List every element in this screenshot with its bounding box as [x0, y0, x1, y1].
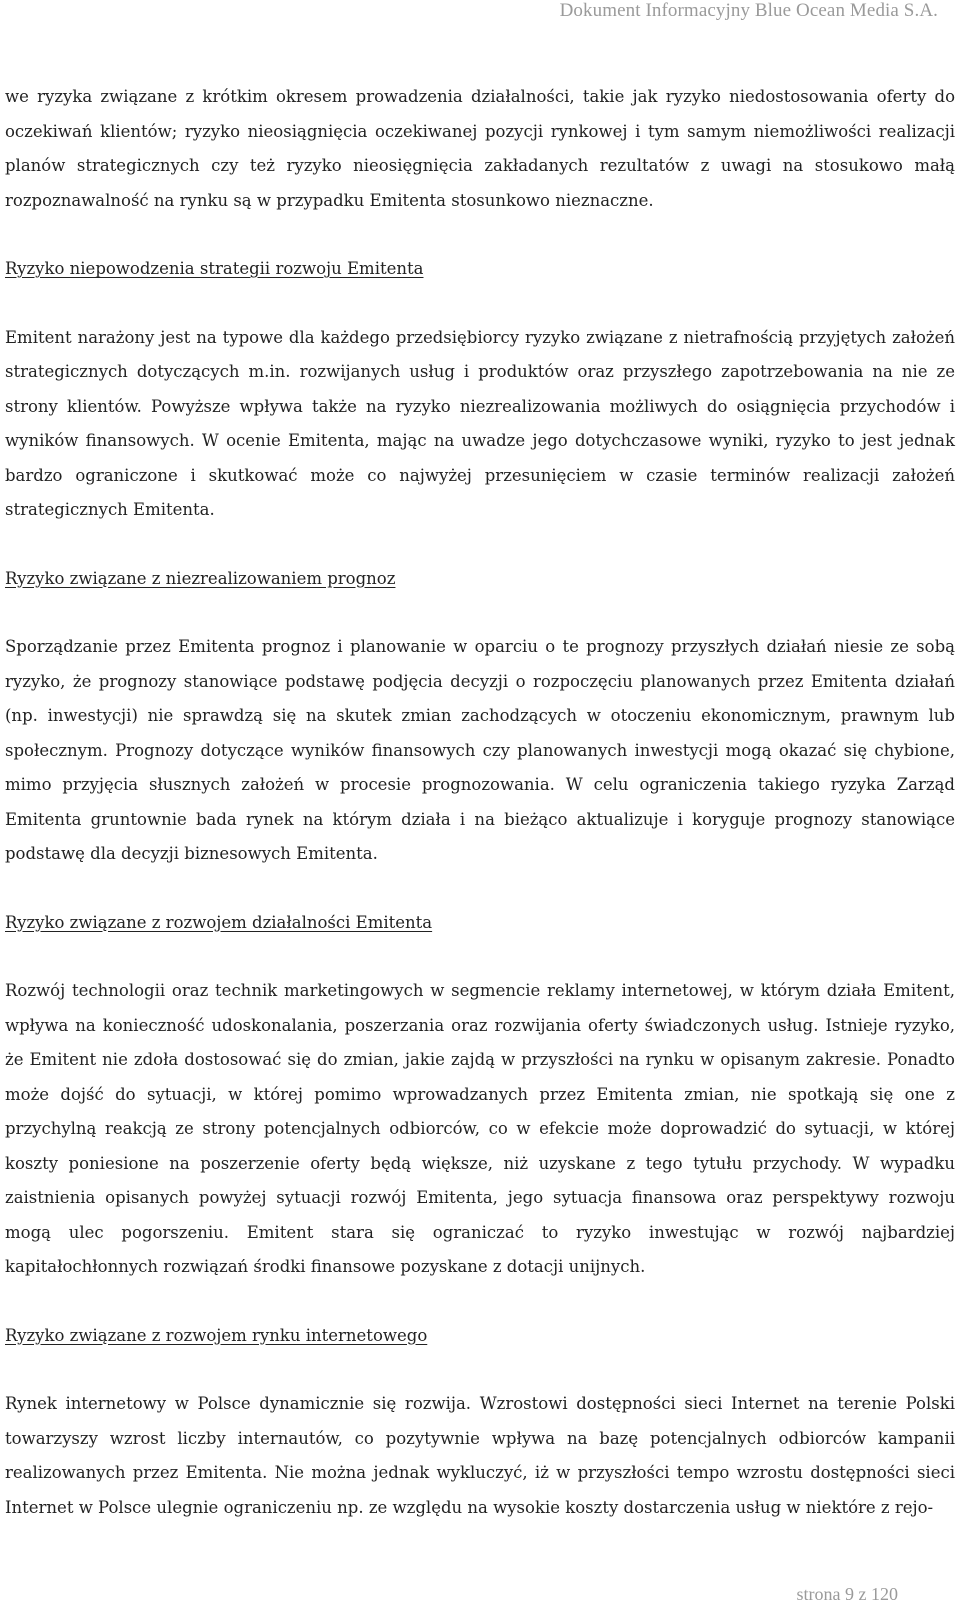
- paragraph-internet-market: Rynek internetowy w Polsce dynamicznie się rozwija. Wzrostowi dostępności sieci Internet na terenie Polski towarzyszy wzrost liczby internautów, co pozytywnie wpływa na bazę potencjalnych odbiorców kampanii realizowanych przez Emitenta. Nie można jednak wykluczyć, iż w przyszłości tempo wzrostu dostępności sieci Internet w Polsce ulegnie ograniczeniu np. ze względu na wysokie koszty dostarczenia usług w niektóre z rejo-: [5, 1394, 955, 1517]
- paragraph-intro: we ryzyka związane z krótkim okresem prowadzenia działalności, takie jak ryzyko niedostosowania oferty do oczekiwań klientów; ryzyko nieosiągnięcia oczekiwanej pozycji rynkowej i tym samym niemożliwości realizacji planów strategicznych czy też ryzyko nieosięgnięcia zakładanych rezultatów z uwagi na stosukowo małą rozpoznawalność na rynku są w przypadku Emitenta stosunkowo nieznaczne.: [5, 87, 955, 210]
- page-number: strona 9 z 120: [796, 1584, 898, 1604]
- running-header: Dokument Informacyjny Blue Ocean Media S.A.: [559, 0, 938, 21]
- paragraph-forecasts: Sporządzanie przez Emitenta prognoz i planowanie w oparciu o te prognozy przyszłych działań niesie ze sobą ryzyko, że prognozy stanowiące podstawę podjęcia decyzji o rozpoczęciu planowanych przez Emitenta działań (np. inwestycji) nie sprawdzą się na skutek zmian zachodzących w otoczeniu ekonomicznym, prawnym lub społecznym. Prognozy dotyczące wyników finansowych czy planowanych inwestycji mogą okazać się chybione, mimo przyjęcia słusznych założeń w procesie prognozowania. W celu ograniczenia takiego ryzyka Zarząd Emitenta gruntownie bada rynek na którym działa i na bieżąco aktualizuje i koryguje prognozy stanowiące podstawę dla decyzji biznesowych Emitenta.: [5, 637, 955, 863]
- section-heading-forecasts: Ryzyko związane z niezrealizowaniem prognoz: [5, 568, 396, 588]
- paragraph-business-development: Rozwój technologii oraz technik marketingowych w segmencie reklamy internetowej, w którym działa Emitent, wpływa na konieczność udoskonalania, poszerzania oraz rozwijania oferty świadczonych usług. Istnieje ryzyko, że Emitent nie zdoła dostosować się do zmian, jakie zajdą w przyszłości na rynku w opisanym zakresie. Ponadto może dojść do sytuacji, w której pomimo wprowadzanych przez Emitenta zmian, nie spotkają się one z przychylną reakcją ze strony potencjalnych odbiorców, co w efekcie może doprowadzić do sytuacji, w której koszty poniesione na poszerzenie oferty będą większe, niż uzyskane z tego tytułu przychody. W wypadku zaistnienia opisanych powyżej sytuacji rozwój Emitenta, jego sytuacja finansowa oraz perspektywy rozwoju mogą ulec pogorszeniu. Emitent stara się ograniczać to ryzyko inwestując w rozwój najbardziej kapitałochłonnych rozwiązań środki finansowe pozyskane z dotacji unijnych.: [5, 981, 955, 1276]
- document-body: [5, 80, 955, 1525]
- section-heading-strategy: Ryzyko niepowodzenia strategii rozwoju Emitenta: [5, 259, 424, 278]
- section-heading-business-development: Ryzyko związane z rozwojem działalności Emitenta: [5, 912, 433, 932]
- section-heading-internet-market: Ryzyko związane z rozwojem rynku internetowego: [5, 1325, 428, 1345]
- paragraph-strategy: Emitent narażony jest na typowe dla każdego przedsiębiorcy ryzyko związane z nietrafnością przyjętych założeń strategicznych dotyczących m.in. rozwijanych usług i produktów oraz przyszłego zapotrzebowania na nie ze strony klientów. Powyższe wpływa także na ryzyko niezrealizowania możliwych do osiągnięcia przychodów i wyników finansowych. W ocenie Emitenta, mając na uwadze jego dotychczasowe wyniki, ryzyko to jest jednak bardzo ograniczone i skutkować może co najwyżej przesunięciem w czasie terminów realizacji założeń strategicznych Emitenta.: [5, 327, 955, 519]
